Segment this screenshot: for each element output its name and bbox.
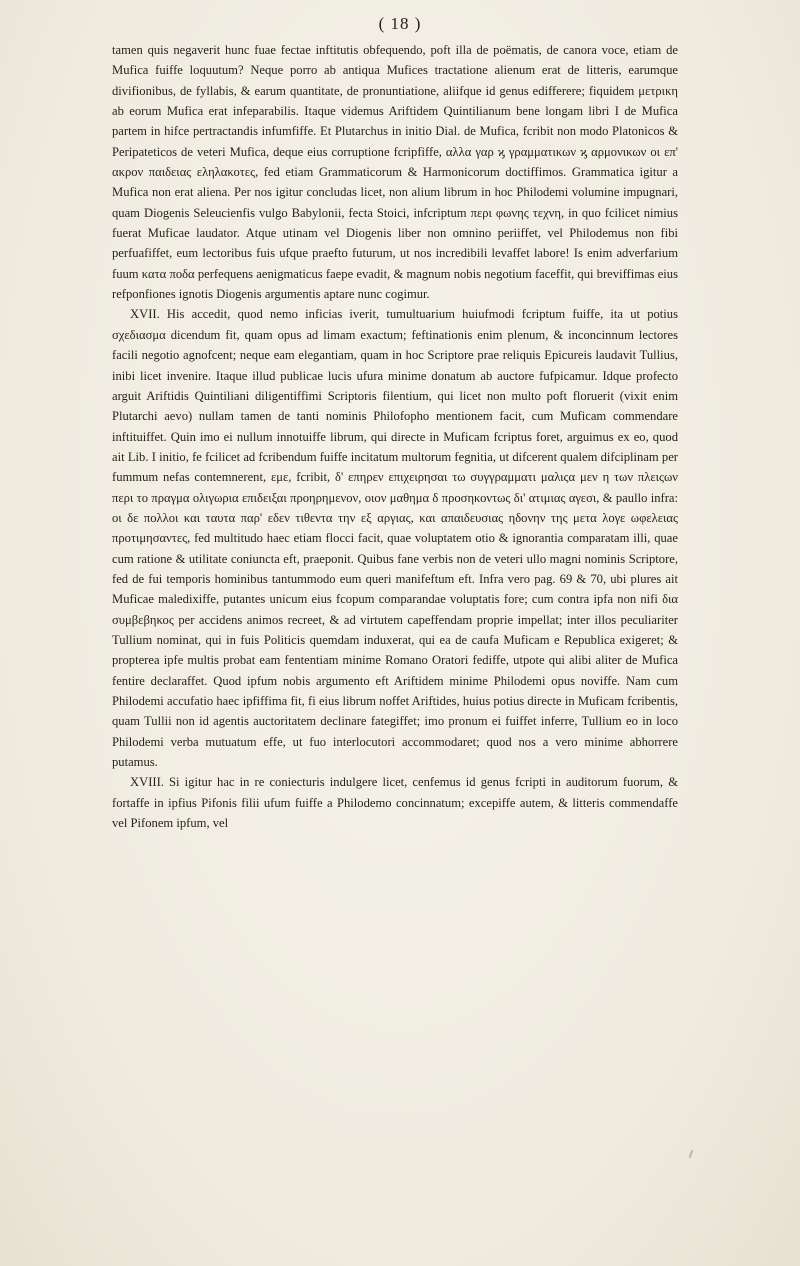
body-text [112,40,678,833]
paragraph-section-xvii: XVII. His accedit, quod nemo inficias iverit, tumultuarium huiufmodi fcriptum fuiffe, ita ut potius σχεδιασμα dicendum fit, quam opus ad limam exactum; feftinationis enim plenum, & inconcinnum lectores facili negotio agnofcent; neque eam elegantiam, quam in hoc Scriptore prae reliquis Epicureis laudavit Tullius, inibi licet invenire. Itaque illud publicae lucis ufura minime donatum ab auctore fufpicamur. Idque profecto arguit Ariftidis Quintiliani diligentiffimi Scriptoris filentium, qui licet non multo poft floruerit (vixit enim Plutarchi aevo) nullam tamen de tanti nominis Philofopho mentionem facit, cum Muficam commendare inftituiffet. Quin imo ei nullum innotuiffe librum, qui directe in Muficam fcriptus foret, arguimus ex eo, quod ait Lib. I initio, fe fcilicet ad fcribendum fuiffe incitatum multorum fegnitia, ut difcerent qualem difciplinam per fummum nefas contemnerent, εμε, fcribit, δ' επηρεν επιχειρησαι τω συγγραμματι μαλιςα μεν η των πλειςων περι το πραγμα ολιγωρια επιδειξαι προηρημενον, οιον μαθημα δ προσηκοντως δι' ατιμιας αγεσι, & paullo infra: οι δε πολλοι και ταυτα παρ' εδεν τιθεντα την εξ αργιας, και απαιδευσιας ηδονην της μετα λογε ωφελειας προτιμησαντες, fed multitudo haec etiam flocci facit, quae voluptatem otio & ignorantia comparatam illi, quae cum ratione & utilitate coniuncta eft, praeponit. Quibus fane verbis non de veteri ullo magni nominis Scriptore, fed de fui temporis hominibus tantummodo eum queri manifeftum eft. Infra vero pag. 69 & 70, ubi plures ait Muficae maledixiffe, putantes unicum eius fcopum comparandae voluptatis fore; cum contra ipfa non nifi δια συμβεβηκος per accidens animos recreet, & ad virtutem capeffendam proprie impellat; inter illos peculiariter Tullium nominat, qui in fuis Politicis quemdam induxerat, qui ea de caufa Muficam e Republica exigeret; & propterea ipfe multis probat eam fententiam minime Romano Oratori fediffe, utpote qui alibi aliter de Mufica fentire declaraffet. Quod ipfum nobis argumento eft Ariftidem minime Philodemi opus noviffe. Nam cum Philodemi accufatio haec ipfiffima fit, fi eius librum noffet Ariftides, huius potius directe in Muficam fcribentis, quam Tullii non id agentis auctoritatem declinare fategiffet; imo pronum ei fuiffet inferre, Tullium eo in loco Philodemi verba mutuatum effe, ut fuo interlocutori accommodaret; quod nos a vero minime abhorrere putamus. [112,307,678,770]
paragraph-section-xviii: XVIII. Si igitur hac in re coniecturis indulgere licet, cenfemus id genus fcripti in auditorum fuorum, & fortaffe in ipfius Pifonis filii ufum fuiffe a Philodemo concinnatum; excepiffe autem, & litteris commendaffe vel Pifonem ipfum, vel [112,775,678,831]
margin-pencil-mark [689,1150,694,1158]
page-number: ( 18 ) [378,14,422,33]
paragraph-continuation: tamen quis negaverit hunc fuae fectae inftitutis obfequendo, poft illa de poëmatis, de canora voce, etiam de Mufica fuiffe loquutum? Neque porro ab antiqua Mufices tractatione alienum erat de litteris, earumque divifionibus, de fyllabis, & earum quantitate, de pronuntiatione, aliifque id genus edifferere; fiquidem μετρικη ab eorum Mufica erat infeparabilis. Itaque videmus Ariftidem Quintilianum bene longam libri I de Mufica partem in hifce pertractandis infumfiffe. Et Plutarchus in initio Dial. de Mufica, fcribit non modo Platonicos & Peripateticos de veteri Mufica, deque eius corruptione fcripfiffe, αλλα γαρ ϗ γραμματικων ϗ αρμονικων οι επ' ακρον παιδειας εληλακοτες, fed etiam Grammaticorum & Harmonicorum doctiffimos. Grammatica igitur a Mufica non erat aliena. Per nos igitur concludas licet, non alium librum in hoc Philodemi volumine impugnari, quam Diogenis Seleucienfis vulgo Babylonii, fecta Stoici, infcriptum περι φωνης τεχνη, in quo fcilicet nimius fuerat Muficae laudator. Atque utinam vel Diogenis liber non omnino periiffet, vel Philodemus non fibi perfuafiffet, eum lectoribus fuis ufque praefto futurum, ut nos incredibili levaffet labore! Is enim adverfarium fuum κατα ποδα perfequens aenigmaticus faepe evadit, & magnum nobis negotium faceffit, qui breviffimas eius refponfiones ignotis Diogenis argumentis aptare nunc cogimur. [112,43,678,302]
